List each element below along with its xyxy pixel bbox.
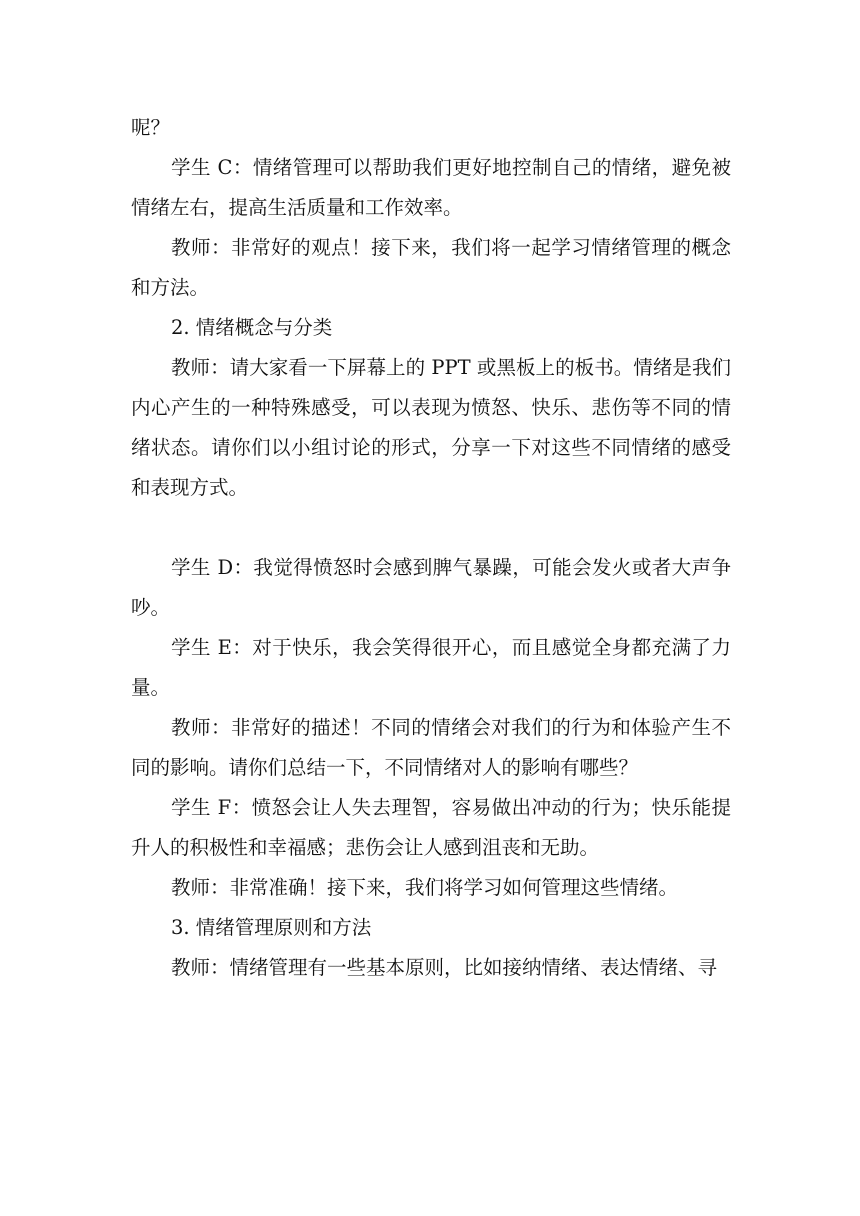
paragraph-student-f: 学生 F：愤怒会让人失去理智，容易做出冲动的行为；快乐能提升人的积极性和幸福感；悲伤会让人感到沮丧和无助。 [131,796,731,859]
paragraph-continuation: 呢？ [131,116,171,139]
paragraph-teacher-describe: 教师：非常好的描述！不同的情绪会对我们的行为和体验产生不同的影响。请你们总结一下，不同情绪对人的影响有哪些？ [131,716,731,779]
document-body [131,108,731,988]
paragraph-teacher-ppt: 教师：请大家看一下屏幕上的 PPT 或黑板上的板书。情绪是我们内心产生的一种特殊感受，可以表现为愤怒、快乐、悲伤等不同的情绪状态。请你们以小组讨论的形式，分享一下对这些不同情绪的感受和表现方式。 [131,356,731,499]
paragraph-student-d: 学生 D：我觉得愤怒时会感到脾气暴躁，可能会发火或者大声争吵。 [131,556,731,619]
paragraph-student-c: 学生 C：情绪管理可以帮助我们更好地控制自己的情绪，避免被情绪左右，提高生活质量和工作效率。 [131,156,731,219]
section-heading-2: 2. 情绪概念与分类 [171,316,333,339]
paragraph-teacher-principles: 教师：情绪管理有一些基本原则，比如接纳情绪、表达情绪、寻 [171,956,718,979]
paragraph-teacher-accurate: 教师：非常准确！接下来，我们将学习如何管理这些情绪。 [171,876,679,899]
paragraph-teacher-intro: 教师：非常好的观点！接下来，我们将一起学习情绪管理的概念和方法。 [131,236,731,299]
paragraph-student-e: 学生 E：对于快乐，我会笑得很开心，而且感觉全身都充满了力量。 [131,636,731,699]
section-heading-3: 3. 情绪管理原则和方法 [171,916,372,939]
blank-line [131,508,731,548]
